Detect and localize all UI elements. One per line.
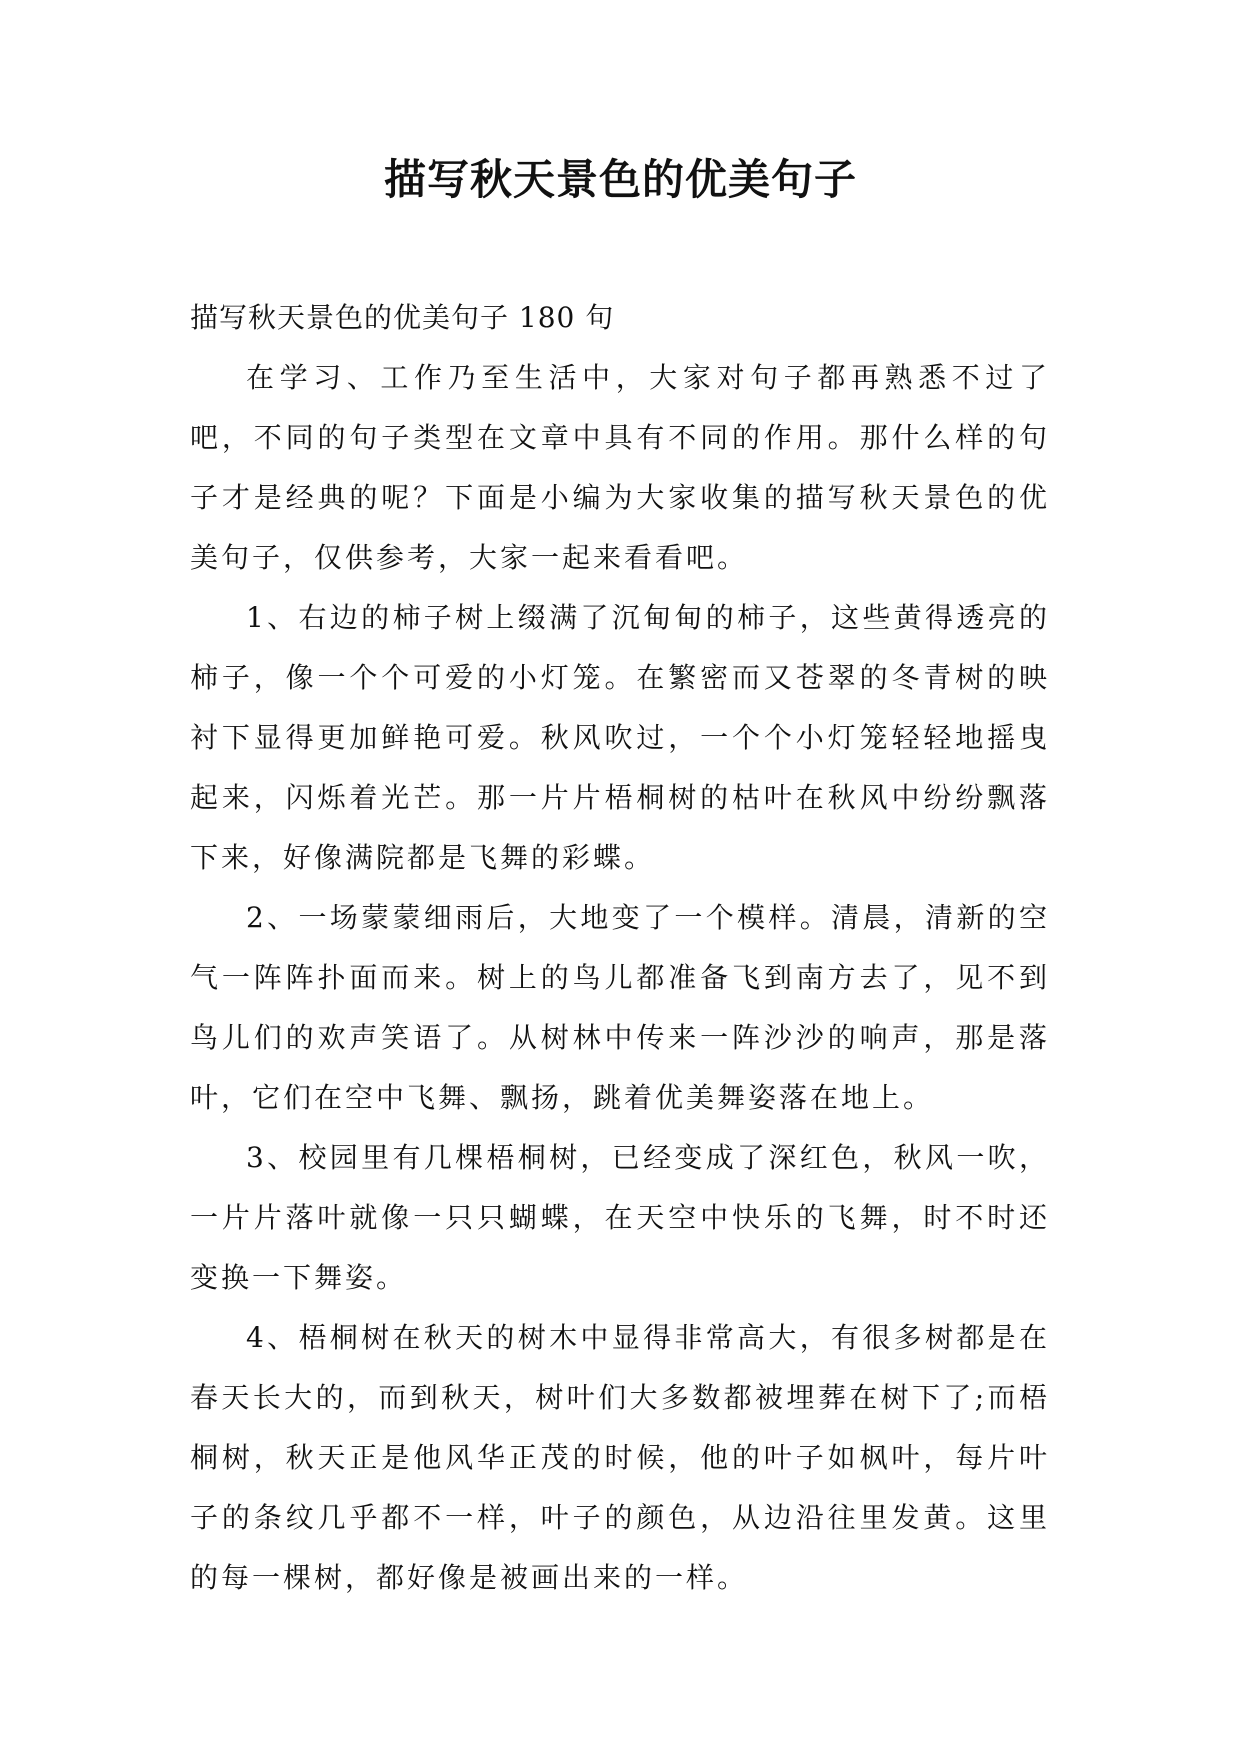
document-subtitle: 描写秋天景色的优美句子 180 句: [190, 301, 615, 334]
sentence-paragraph-2: 2、一场蒙蒙细雨后，大地变了一个模样。清晨，清新的空气一阵阵扑面而来。树上的鸟儿都准备飞到南方去了，见不到鸟儿们的欢声笑语了。从树林中传来一阵沙沙的响声，那是落叶，它们在空中飞舞、飘扬，跳着优美舞姿落在地上。: [190, 901, 1050, 1114]
document-body: [190, 288, 1050, 1608]
sentence-paragraph-3: 3、校园里有几棵梧桐树，已经变成了深红色，秋风一吹，一片片落叶就像一只只蝴蝶，在天空中快乐的飞舞，时不时还变换一下舞姿。: [190, 1141, 1050, 1294]
sentence-paragraph-4: 4、梧桐树在秋天的树木中显得非常高大，有很多树都是在春天长大的，而到秋天，树叶们大多数都被埋葬在树下了;而梧桐树，秋天正是他风华正茂的时候，他的叶子如枫叶，每片叶子的条纹几乎都不一样，叶子的颜色，从边沿往里发黄。这里的每一棵树，都好像是被画出来的一样。: [190, 1321, 1050, 1594]
document-title: 描写秋天景色的优美句子: [383, 155, 857, 204]
intro-paragraph: 在学习、工作乃至生活中，大家对句子都再熟悉不过了吧，不同的句子类型在文章中具有不同的作用。那什么样的句子才是经典的呢？下面是小编为大家收集的描写秋天景色的优美句子，仅供参考，大家一起来看看吧。: [190, 361, 1050, 574]
sentence-paragraph-1: 1、右边的柿子树上缀满了沉甸甸的柿子，这些黄得透亮的柿子，像一个个可爱的小灯笼。在繁密而又苍翠的冬青树的映衬下显得更加鲜艳可爱。秋风吹过，一个个小灯笼轻轻地摇曳起来，闪烁着光芒。那一片片梧桐树的枯叶在秋风中纷纷飘落下来，好像满院都是飞舞的彩蝶。: [190, 601, 1050, 874]
